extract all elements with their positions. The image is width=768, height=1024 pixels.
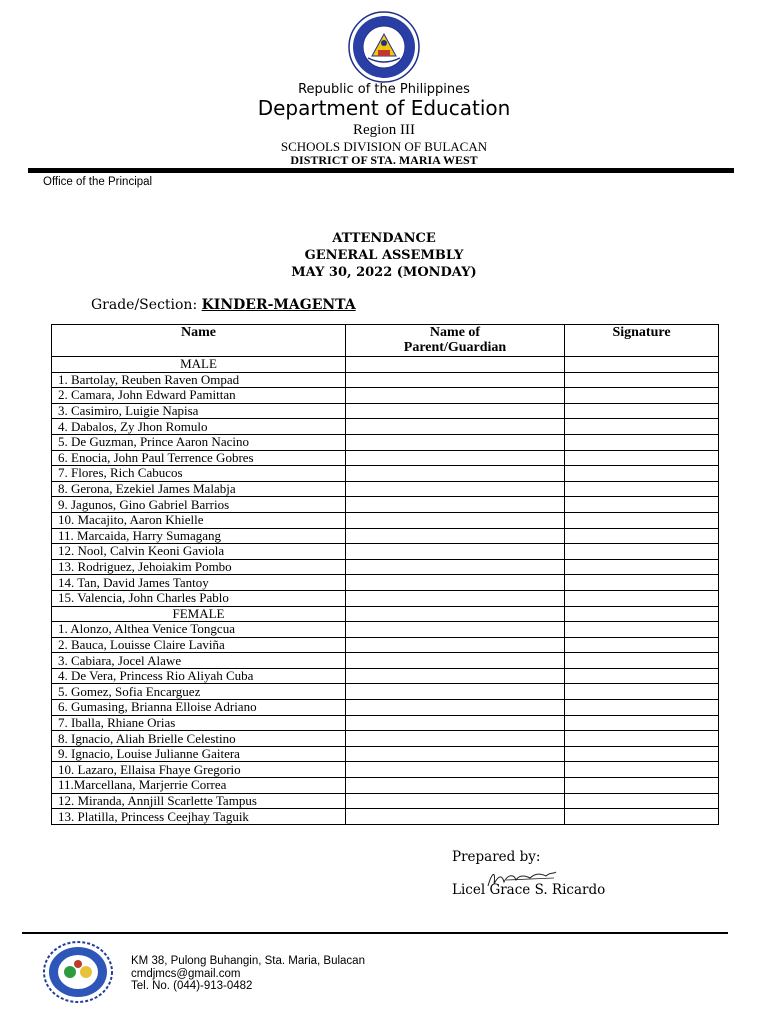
student-name: 5. De Guzman, Prince Aaron Nacino bbox=[52, 434, 346, 450]
school-seal-icon bbox=[42, 940, 114, 1004]
document-subtitle: GENERAL ASSEMBLY bbox=[304, 248, 464, 263]
parent-cell bbox=[346, 559, 565, 575]
table-row bbox=[52, 793, 719, 809]
grade-section bbox=[91, 297, 356, 313]
student-name: 7. Iballa, Rhiane Orias bbox=[52, 715, 346, 731]
student-name: 8. Ignacio, Aliah Brielle Celestino bbox=[52, 731, 346, 747]
office-label: Office of the Principal bbox=[43, 176, 153, 188]
signature-cell bbox=[565, 434, 719, 450]
table-row bbox=[52, 809, 719, 825]
parent-cell bbox=[346, 403, 565, 419]
signature-cell bbox=[565, 419, 719, 435]
student-name: 6. Enocia, John Paul Terrence Gobres bbox=[52, 450, 346, 466]
department-heading: Department of Education bbox=[257, 96, 511, 120]
table-row bbox=[52, 450, 719, 466]
footer-address: KM 38, Pulong Buhangin, Sta. Maria, Bulacan bbox=[131, 955, 365, 967]
parent-cell bbox=[346, 450, 565, 466]
signature-cell bbox=[565, 809, 719, 825]
parent-cell bbox=[346, 653, 565, 669]
table-row bbox=[52, 653, 719, 669]
parent-cell bbox=[346, 590, 565, 606]
table-row bbox=[52, 497, 719, 513]
footer-email: cmdjmcs@gmail.com bbox=[131, 968, 241, 980]
parent-header-line2: Parent/Guardian bbox=[403, 340, 507, 355]
table-header-row bbox=[52, 325, 719, 357]
section-row bbox=[52, 606, 719, 622]
table-row bbox=[52, 715, 719, 731]
deped-seal-icon bbox=[340, 10, 428, 84]
division-heading: SCHOOLS DIVISION OF BULACAN bbox=[280, 139, 488, 154]
student-name: 10. Macajito, Aaron Khielle bbox=[52, 512, 346, 528]
student-name: 3. Casimiro, Luigie Napisa bbox=[52, 403, 346, 419]
table-row bbox=[52, 388, 719, 404]
signature-cell bbox=[565, 700, 719, 716]
grade-section-label: Grade/Section: bbox=[91, 297, 198, 313]
region-heading: Region III bbox=[352, 122, 416, 138]
parent-cell bbox=[346, 434, 565, 450]
parent-cell bbox=[346, 793, 565, 809]
signature-cell bbox=[565, 559, 719, 575]
document-title: ATTENDANCE bbox=[332, 231, 436, 246]
name-column-header: Name bbox=[52, 325, 346, 357]
signature-cell bbox=[565, 778, 719, 794]
parent-cell bbox=[346, 544, 565, 560]
student-name: 1. Bartolay, Reuben Raven Ompad bbox=[52, 372, 346, 388]
parent-cell bbox=[346, 575, 565, 591]
table-row bbox=[52, 762, 719, 778]
grade-section-value: KINDER-MAGENTA bbox=[201, 297, 356, 313]
prepared-by-name: Licel Grace S. Ricardo bbox=[452, 882, 606, 898]
parent-cell bbox=[346, 481, 565, 497]
signature-column-header: Signature bbox=[565, 325, 719, 357]
document-date: MAY 30, 2022 (MONDAY) bbox=[291, 265, 477, 280]
table-row bbox=[52, 684, 719, 700]
parent-cell bbox=[346, 746, 565, 762]
signature-cell bbox=[565, 590, 719, 606]
student-name: 7. Flores, Rich Cabucos bbox=[52, 466, 346, 482]
table-row bbox=[52, 778, 719, 794]
student-name: 6. Gumasing, Brianna Elloise Adriano bbox=[52, 700, 346, 716]
signature-cell bbox=[565, 528, 719, 544]
table-row bbox=[52, 575, 719, 591]
parent-header-line1: Name of bbox=[429, 325, 481, 340]
signature-cell bbox=[565, 606, 719, 622]
parent-cell bbox=[346, 419, 565, 435]
signature-cell bbox=[565, 481, 719, 497]
student-name: 12. Miranda, Annjill Scarlette Tampus bbox=[52, 793, 346, 809]
parent-cell bbox=[346, 731, 565, 747]
parent-cell bbox=[346, 762, 565, 778]
parent-cell bbox=[346, 668, 565, 684]
table-row bbox=[52, 512, 719, 528]
signature-cell bbox=[565, 622, 719, 638]
parent-cell bbox=[346, 388, 565, 404]
signature-cell bbox=[565, 684, 719, 700]
parent-cell bbox=[346, 637, 565, 653]
table-row bbox=[52, 559, 719, 575]
section-label: FEMALE bbox=[52, 606, 346, 622]
prepared-by-label: Prepared by: bbox=[452, 849, 541, 865]
signature-cell bbox=[565, 575, 719, 591]
signature-cell bbox=[565, 544, 719, 560]
signature-cell bbox=[565, 762, 719, 778]
student-name: 13. Platilla, Princess Ceejhay Taguik bbox=[52, 809, 346, 825]
signature-cell bbox=[565, 450, 719, 466]
footer-divider bbox=[22, 932, 728, 934]
section-label: MALE bbox=[52, 357, 346, 373]
student-name: 13. Rodriguez, Jehoiakim Pombo bbox=[52, 559, 346, 575]
student-name: 9. Jagunos, Gino Gabriel Barrios bbox=[52, 497, 346, 513]
parent-cell bbox=[346, 809, 565, 825]
signature-cell bbox=[565, 668, 719, 684]
table-row bbox=[52, 528, 719, 544]
signature-cell bbox=[565, 746, 719, 762]
table-row bbox=[52, 668, 719, 684]
table-row bbox=[52, 700, 719, 716]
student-name: 8. Gerona, Ezekiel James Malabja bbox=[52, 481, 346, 497]
footer-phone: Tel. No. (044)-913-0482 bbox=[131, 980, 253, 992]
student-name: 4. De Vera, Princess Rio Aliyah Cuba bbox=[52, 668, 346, 684]
signature-cell bbox=[565, 637, 719, 653]
header-divider bbox=[28, 168, 734, 173]
signature-cell bbox=[565, 466, 719, 482]
parent-cell bbox=[346, 778, 565, 794]
parent-cell bbox=[346, 606, 565, 622]
signature-cell bbox=[565, 403, 719, 419]
table-row bbox=[52, 544, 719, 560]
student-name: 9. Ignacio, Louise Julianne Gaitera bbox=[52, 746, 346, 762]
parent-cell bbox=[346, 528, 565, 544]
signature-cell bbox=[565, 512, 719, 528]
table-row bbox=[52, 372, 719, 388]
parent-cell bbox=[346, 466, 565, 482]
signature-cell bbox=[565, 388, 719, 404]
student-name: 12. Nool, Calvin Keoni Gaviola bbox=[52, 544, 346, 560]
table-row bbox=[52, 590, 719, 606]
parent-cell bbox=[346, 497, 565, 513]
table-row bbox=[52, 466, 719, 482]
parent-cell bbox=[346, 684, 565, 700]
section-row bbox=[52, 357, 719, 373]
student-name: 10. Lazaro, Ellaisa Fhaye Gregorio bbox=[52, 762, 346, 778]
table-row bbox=[52, 481, 719, 497]
attendance-table bbox=[51, 324, 719, 825]
parent-column-header bbox=[346, 325, 565, 357]
student-name: 15. Valencia, John Charles Pablo bbox=[52, 590, 346, 606]
parent-cell bbox=[346, 715, 565, 731]
republic-heading: Republic of the Philippines bbox=[298, 82, 470, 97]
signature-cell bbox=[565, 653, 719, 669]
table-row bbox=[52, 419, 719, 435]
table-row bbox=[52, 403, 719, 419]
signature-cell bbox=[565, 715, 719, 731]
signature-cell bbox=[565, 793, 719, 809]
student-name: 2. Camara, John Edward Pamittan bbox=[52, 388, 346, 404]
student-name: 11.Marcellana, Marjerrie Correa bbox=[52, 778, 346, 794]
table-row bbox=[52, 746, 719, 762]
student-name: 11. Marcaida, Harry Sumagang bbox=[52, 528, 346, 544]
parent-cell bbox=[346, 512, 565, 528]
parent-cell bbox=[346, 372, 565, 388]
student-name: 2. Bauca, Louisse Claire Laviña bbox=[52, 637, 346, 653]
table-row bbox=[52, 622, 719, 638]
student-name: 14. Tan, David James Tantoy bbox=[52, 575, 346, 591]
signature-cell bbox=[565, 372, 719, 388]
parent-cell bbox=[346, 700, 565, 716]
signature-cell bbox=[565, 357, 719, 373]
student-name: 1. Alonzo, Althea Venice Tongcua bbox=[52, 622, 346, 638]
table-row bbox=[52, 731, 719, 747]
parent-cell bbox=[346, 622, 565, 638]
student-name: 4. Dabalos, Zy Jhon Romulo bbox=[52, 419, 346, 435]
parent-cell bbox=[346, 357, 565, 373]
student-name: 5. Gomez, Sofia Encarguez bbox=[52, 684, 346, 700]
district-heading: DISTRICT OF STA. MARIA WEST bbox=[290, 153, 478, 167]
table-row bbox=[52, 434, 719, 450]
signature-cell bbox=[565, 497, 719, 513]
student-name: 3. Cabiara, Jocel Alawe bbox=[52, 653, 346, 669]
table-row bbox=[52, 637, 719, 653]
signature-cell bbox=[565, 731, 719, 747]
